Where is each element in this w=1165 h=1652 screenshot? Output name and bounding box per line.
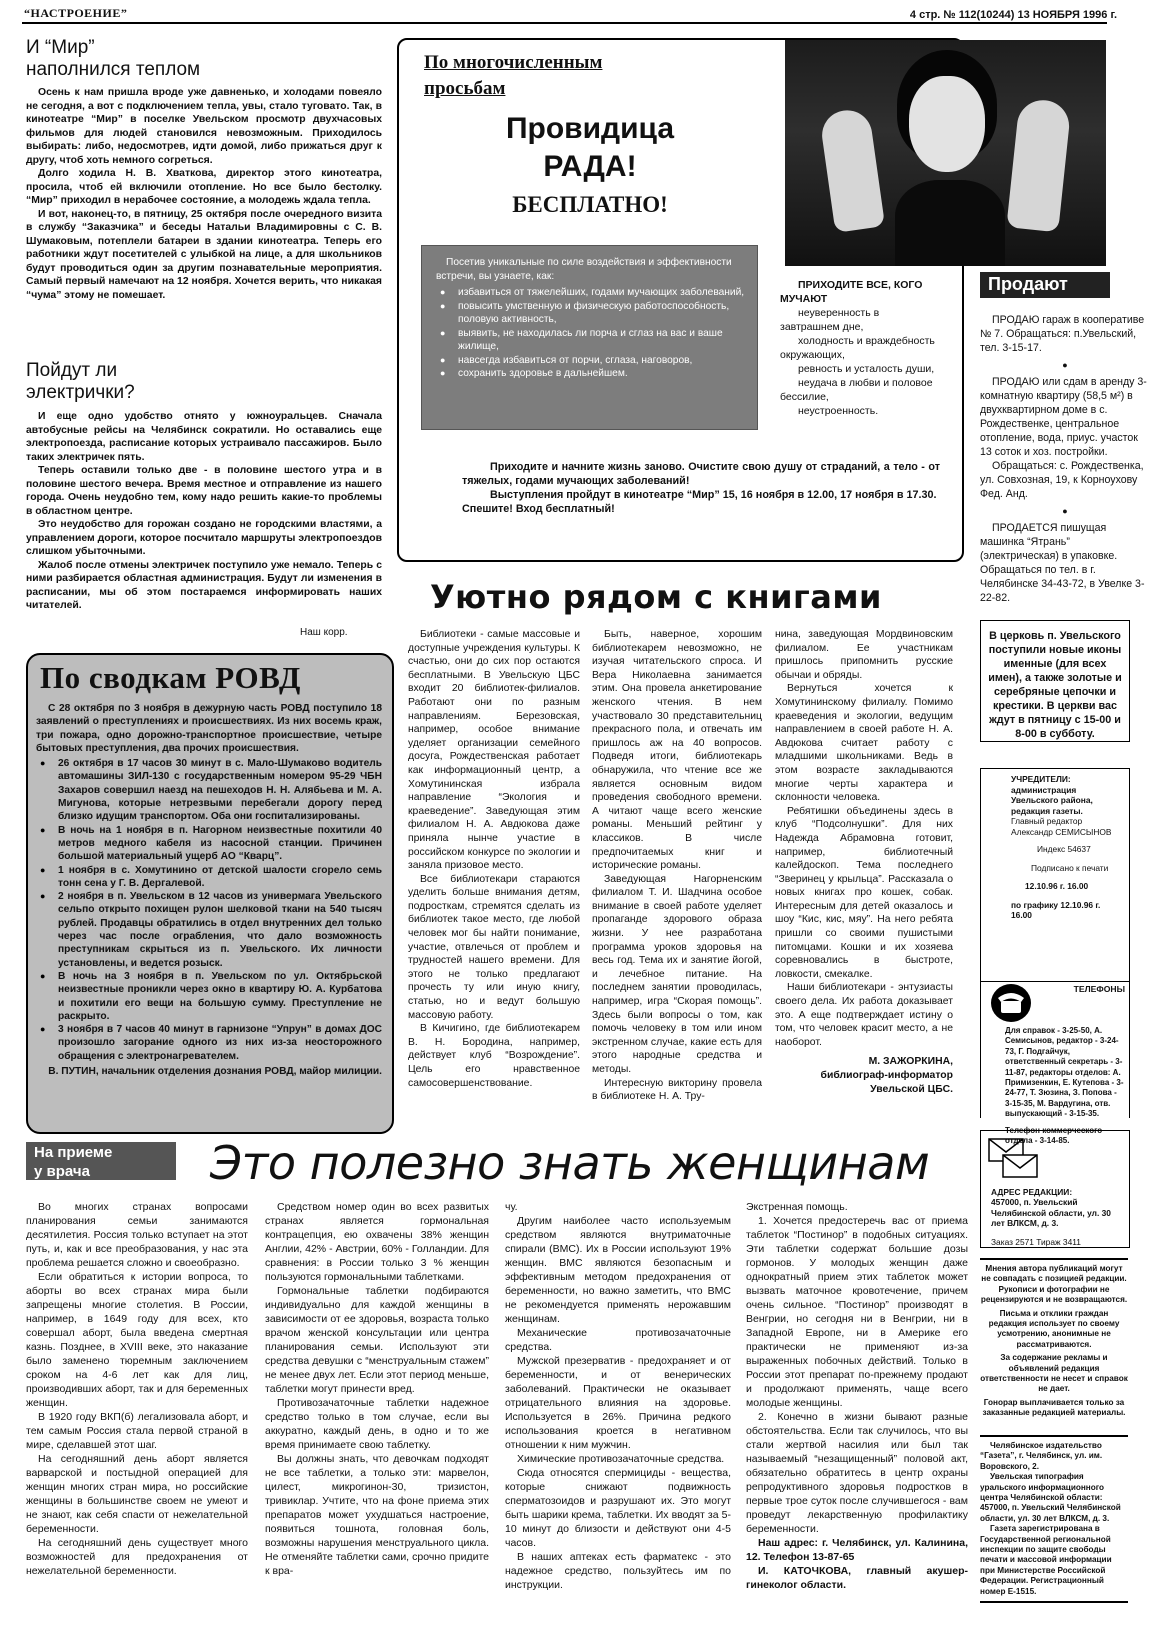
psychic-title-2: РАДА!: [543, 150, 637, 183]
right-hand-shape: [1006, 98, 1071, 233]
books-text: Библиотеки - самые массовые и доступные учреждения культуры. К счастью, они до сих пор остаются бесплатными. В Увельскую ЦБС входит 20 библиотек-филиалов. Работают они по разным направлениям. Березовская, например, особое внимание уделяет организации семейного досуга, Рождественская работает как информационный центр, а Хомутининская избрала направление “Экология и краеведение”. Заведующая этим филиалом Н. А. Авдюкова даже приняла нынче участие в российском конкурсе по экологии и заняла призовое место.: [408, 629, 580, 872]
women-text: Другим наиболее часто используемым средством являются внутриматочные спирали (ВМС). Их в России используют 19% женщин. ВМС являются безопасным и эффективным методом предохранения от беременности, но важно заметить, что ВМС не рекомендуется применять нерожавшим женщинам.: [505, 1215, 731, 1325]
psychic-footer: [462, 460, 940, 516]
mir-title-1: И “Мир”: [26, 37, 95, 58]
women-col-3: [505, 1200, 731, 1592]
books-text: Интересную викторину провела в библиотеке Н. А. Тру-: [592, 1077, 762, 1103]
imprint-date-1: 12.10.96 г. 16.00: [1025, 881, 1089, 891]
women-rubric-1: На приеме: [34, 1144, 113, 1161]
books-text: Все библиотекари стараются уделить больше внимания детям, подросткам, стремятся сделать из библиотек такое место, где любой человек мог бы найти понимание, участие, отвлечься от проблем и трудностей нашего времени. Для этого не только предлагают прочесть ту или иную книгу, статью, но и ведут большую массовую работу.: [408, 873, 580, 1021]
benefits-list: [436, 286, 745, 381]
imprint-editor: Главный редактор Александр СЕМИСЫНОВ: [1011, 816, 1112, 837]
rovd-item: ● 26 октября в 17 часов 30 минут в с. Мало-Шумаково водитель автомашины ЗИЛ-130 с государственным номером 95-29 ЧБН Захаров совершил наезд на пешеходов Н. Н. Алябьева и М. А. Мигунова, которые нетрезвыми перебегали дорогу перед близко идущим транспортом. Оба они госпитализированы.: [36, 757, 382, 823]
sale-ads: [980, 313, 1150, 605]
publisher-block: [980, 1435, 1128, 1603]
mir-p3: И вот, наконец-то, в пятницу, 25 октября после очередного визита в службу “Заказчика” и беседы Натальи Владимировны с С. В. Шумаковым, потеплели батареи в здании кинотеатра. Теперь его работники ждут посетителей с улыбкой на лице, а для школьников будут проводиться один за другим познавательные мероприятия. Самый первый намечают на 12 ноября. Хочется верить, что никакая “чума” этому не помешает.: [26, 208, 382, 301]
left-hand-shape: [819, 107, 885, 233]
trains-title-2: электрички?: [26, 382, 135, 403]
church-box: [980, 620, 1130, 742]
psychic-kicker-1: По многочисленным: [424, 52, 603, 73]
mir-p1: Осень к нам пришла вроде уже давненько, и холодами повеяло не сегодня, а вот с подключением тепла, увы, стало туговато. Так, в кинотеатре “Мир” в поселке Увельском просмотр двухчасовых фильмов для людей становился невозможным. Приходилось выбирать: либо, недосмотрев, идти домой, либо прижаться друг к другу, чтоб хоть немного согреться.: [26, 87, 382, 166]
books-col-2: [592, 628, 762, 1104]
psychic-come-list: [780, 278, 940, 418]
women-rubric-bar: [26, 1142, 176, 1180]
rovd-intro: С 28 октября по 3 ноября в дежурную часть РОВД поступило 18 заявлений о преступлениях и происшествиях. Из них восемь краж, три пожара, одно дорожно-транспортное происшествие, четыре бытовых преступления, два прочих происшествия.: [36, 703, 382, 754]
address-box: [980, 1130, 1130, 1248]
women-text: Если обратиться к истории вопроса, то аборты во всех странах мира были запрещены многие столетия. В России, например, в 1649 году для всех, кто совершал аборт, была введена смертная казнь. Позднее, в XVIII веке, это наказание было заменено тюремным заключением сроком на 4-6 лет как для лиц, производивших аборт, так и для беременных женщин.: [26, 1271, 248, 1409]
come-item: неустроенность.: [798, 405, 879, 417]
imprint-founders: УЧРЕДИТЕЛИ: администрация Увельского района, редакция газеты.: [1011, 774, 1093, 816]
rovd-signature: В. ПУТИН, начальник отделения дознания РОВД, майор милиции.: [48, 1066, 382, 1078]
envelope-icon: [987, 1137, 1039, 1186]
rovd-title: По сводкам РОВД: [40, 660, 301, 695]
books-text: Заведующая Нагорненским филиалом Т. И. Шадчина особое внимание в своей работе уделяет пропаганде здорового образа жизни. У нее разработана программа уроков здоровья на весь год. Тема их и занятие йогой, и лечебное питание. На последнем занятии проводилась, например, игра “Скорая помощь”. Здесь были вопросы о том, как помочь человеку в том или ином экстренном случае, какие есть для этого народные средства и методы.: [592, 873, 762, 1075]
face-shape: [909, 76, 985, 172]
sale-ad-1: ПРОДАЮ гараж в кооперативе № 7. Обращаться: п.Увельский, тел. 3-15-17.: [980, 314, 1145, 354]
registration-text: Газета зарегистрирована в Государственной региональной инспекции по защите свободы печати и массовой информации при Министерстве Российской Федерации. Регистрационный номер Е-1515.: [980, 1524, 1112, 1596]
order-line: Заказ 2571 Тираж 3411: [991, 1236, 1081, 1247]
trains-p4: Жалоб после отмены электричек поступило уже немало. Теперь с ними разбирается областная администрация. Будут ли изменения в расписании, мы об этом постараемся информировать наших читателей.: [26, 559, 382, 611]
women-text: Во многих странах вопросами планирования семьи занимаются десятилетия. Россия только вступает на этот путь, и, как и все преобразования, у нас эта проблема решается сложно и своеобразно.: [26, 1201, 248, 1269]
women-text: Средством номер один во всех развитых странах является гормональная контрацепция, ею охвачены 38% женщин Англии, 42% - Австрии, 60% - Голландии. Для сравнения: в России только 3 % женщин пользуются гормональными таблетками.: [265, 1201, 489, 1283]
benefit-item: ● выявить, не находилась ли порча и сглаз на вас и ваше жилище,: [436, 327, 745, 354]
women-signature: И. КАТОЧКОВА, главный акушер-гинеколог области.: [746, 1565, 968, 1591]
imprint-founders-block: [981, 769, 1129, 921]
books-text: Ребятишки объединены здесь в клуб “Подсолнушки”. Для них Надежда Абрамовна готовит, например, библиотечный калейдоскоп. Тема последнего “Зверинец у крыльца”. Рассказала о новых книгах про кошек, собак. Интересным для детей оказалось и шоу “Кис, кис, мяу”. На него ребята пришли со своими пушистыми питомцами. Кошки и их хозяева соревновались в быстроте, ловкости, смекалке.: [775, 805, 953, 980]
women-text: В 1920 году ВКП(б) легализовала аборт, и тем самым Россия стала первой страной в мире, сделавшей этот шаг.: [26, 1411, 248, 1451]
mir-title-2: наполнился теплом: [26, 59, 201, 80]
books-col-1: [408, 628, 580, 1090]
books-text: Вернуться хочется к Хомутининскому филиалу. Помимо краеведения и экологии, ведущим направлением в своей работе Н. А. Авдюкова считает работу с младшими школьниками. Ведь в этом возрасте закладываются многие черты характера и склонности человека.: [775, 683, 953, 804]
imprint-index: Индекс 54637: [1037, 844, 1091, 854]
come-item: неуверенность в завтрашнем дне,: [780, 307, 880, 333]
women-text: На сегодняшний день существует много возможностей для предохранения от нежелательной беременности.: [26, 1537, 248, 1577]
benefit-item: ● избавиться от тяжелейших, годами мучающих заболеваний,: [436, 286, 745, 300]
women-title: Это полезно знать женщинам: [210, 1136, 930, 1190]
psychic-footer-2: Выступления пройдут в кинотеатре “Мир” 15, 16 ноября в 12.00, 17 ноября в 17.30.: [490, 489, 937, 501]
notes-block: [980, 1258, 1128, 1419]
imprint-box: [980, 768, 1130, 982]
women-rubric-2: у врача: [34, 1163, 90, 1180]
books-title: Уютно рядом с книгами: [430, 578, 882, 616]
mir-p2: Долго ходила Н. В. Хваткова, директор этого кинотеатра, просила, чтоб ей включили отопление. Но все было бестолку. “Мир” приходил в нерабочее состояние, а молодежь ждала тепла.: [26, 168, 382, 206]
trains-p3: Это неудобство для горожан создано не городскими властями, а управлением дороги, которое посчитало маршруты электропоездов слишком убыточными.: [26, 519, 382, 557]
separator-dot: ●: [1062, 360, 1068, 370]
books-text: В Кичигино, где библиотекарем В. Н. Бородина, например, действует клуб “Возрождение”. Цель его нравственное самосовершенствование.: [408, 1023, 580, 1089]
phones-list: Для справок - 3-25-50, А. Семисынов, редактор - 3-24-73, Г. Подгайчук, ответственный секретарь - 3-11-87, редакторы отделов: А. Примизенкин, Е. Кутепова - 3-24-77, Т. Зюзина, З. Попова - 3-15-35, М. Вардугина, отв. выпускающий - 3-15-35.: [1005, 1026, 1124, 1119]
women-text: Мужской презерватив - предохраняет и от беременности, и от венерических заболеваний. Практически не оказывает отрицательного влияния на здоровье. Используется в 26%. Причина редкого использования кроется в негативном отношении к ним мужчин.: [505, 1355, 731, 1451]
come-item: ревность и усталость души,: [798, 363, 935, 375]
women-text: Экстренная помощь.: [746, 1201, 848, 1213]
address-heading: АДРЕС РЕДАКЦИИ:: [991, 1187, 1073, 1197]
note-item: Мнения автора публикаций могут не совпадать с позицией редакции. Рукописи и фотографии не рецензируются и не возвращаются.: [980, 1264, 1128, 1305]
women-col-4: [746, 1200, 968, 1592]
address-text: [991, 1187, 1123, 1247]
printing-text: Увельская типография уральского информационного центра Челябинской области: 457000, п. Увельский Челябинской области, ул. 30 лет ВЛКСМ, д. 3.: [980, 1472, 1121, 1523]
church-text: В церковь п. Увельского поступили новые иконы именные (для всех имен), а также золотые и серебряные цепочки и крестики. В церкви вас ждут в пятницу с 15-00 и 8-00 в субботу.: [988, 630, 1122, 740]
women-text: 2. Конечно в жизни бывают разные обстоятельства. Если так случилось, что вы стали жертвой насилия или был так называемый “незащищенный” половой акт, обязательно обратитесь в центр охраны репродуктивного здоровья подростков в первые трое суток после случившегося - вам проведут лекарственную профилактику беременности.: [746, 1411, 968, 1535]
note-item: Гонорар выплачивается только за заказанные редакцией материалы.: [982, 1397, 1126, 1418]
books-col-3: [775, 628, 953, 1096]
women-col-2: [265, 1200, 489, 1578]
rovd-item: ● 2 ноября в п. Увельском в 12 часов из универмага Увельского сельпо открыто похищен рулон шелковой ткани на 540 тысяч рублей. Продавцы обратились в отдел внутренних дел только через час после ограбления, что дало возможность преступникам скрыться из п. Увельского. Их личности установлены, и ведется розыск.: [36, 890, 382, 970]
separator-dot: ●: [1062, 506, 1068, 516]
rovd-items: [36, 757, 382, 1063]
trains-p1: И еще одно удобство отнято у южноуральцев. Сначала автобусные рейсы на Челябинск сократили. Но оставались еще электропоезда, расписание которых устраивало пассажиров. Было таких электричек пять.: [26, 411, 382, 463]
come-item: холодность и враждебность окружающих,: [780, 335, 935, 361]
benefit-item: ● повысить умственную и физическую работоспособность, половую активность,: [436, 300, 745, 327]
benefit-item: ● навсегда избавиться от порчи, сглаза, наговоров,: [436, 354, 745, 368]
psychic-title-3: БЕСПЛАТНО!: [512, 192, 668, 217]
issue-line: 4 стр. № 112(10244) 13 НОЯБРЯ 1996 г.: [909, 9, 1117, 21]
phones-block: [980, 980, 1130, 1146]
rovd-item: ● В ночь на 3 ноября в п. Увельском по ул. Октябрьской неизвестные проникли через окно в квартиру Ю. А. Курбатова и похитили его вещи на большую сумму. Преступление не раскрыто.: [36, 970, 382, 1023]
psychic-footer-3: Спешите! Вход бесплатный!: [462, 503, 615, 515]
sale-ad-2b: Обращаться: с. Рождественка, ул. Совхозная, 19, к Корноухову Фед. Анд.: [980, 460, 1144, 500]
phones-heading: ТЕЛЕФОНЫ: [1073, 984, 1125, 994]
publisher-text: Челябинское издательство “Газета”, г. Челябинск, ул. им. Воровского, 2.: [980, 1441, 1103, 1471]
books-text: Наши библиотекари - энтузиасты своего дела. Их работа доказывает это. А еще подтверждает истину о том, что человек красит место, а не наоборот.: [775, 982, 953, 1048]
mir-article: [26, 86, 382, 302]
phones-text: [1005, 1026, 1125, 1146]
women-text: На сегодняшний день аборт является варварской и постыдной операцией для женщин многих стран мира, но российские женщины в большинстве своем не умеют и не знают, как себя спасти от нежелательной беременности.: [26, 1453, 248, 1535]
women-text: В наших аптеках есть фарматекс - это надежное средство, пользуйтесь им по инструкции.: [505, 1551, 731, 1591]
psychic-benefits-box: [421, 245, 758, 430]
benefits-content: [422, 246, 757, 381]
books-text: Быть, наверное, хорошим библиотекарем невозможно, не изучая читательского спроса. И Вера Николаевна занимается этим. Она провела анкетирование женского чтения. В нем участвовало 30 представительниц прекрасного пола, и отвечать им пришлось аж на 40 вопросов. Подведя итоги, библиотекарь обнаружила, что чтение все же является основным видом проведения свободного времени. А читают чаще всего женские романы. Меньший рейтинг у классиков. В числе предпочитаемых книг и исторические романы.: [592, 629, 762, 872]
note-item: За содержание рекламы и объявлений редакция ответственности не несет и справок не дает.: [980, 1353, 1128, 1394]
psychic-photo: [785, 40, 1106, 266]
sale-ad-3: ПРОДАЕТСЯ пишущая машинка “Ятрань” (электрическая) в упаковке. Обращаться по тел. в г. Челябинске 34-43-72, в Увелке 3-22-82.: [980, 522, 1145, 604]
come-item: неудача в любви и половое бессилие,: [780, 377, 933, 403]
imprint-signed: Подписано к печати: [1031, 862, 1109, 873]
telephone-icon: [991, 984, 1031, 1022]
top-rule: [22, 22, 1107, 24]
women-address: Наш адрес: г. Челябинск, ул. Калинина, 12. Телефон 13-87-65: [746, 1537, 968, 1563]
trains-p2: Теперь оставили только две - в половине шестого утра и в половине шестого вечера. Время местное и отправление из нашего города. Очень неудобно тем, кому надо решить какие-то проблемы в областном центре.: [26, 465, 382, 517]
women-text: Гормональные таблетки подбираются индивидуально для каждой женщины в зависимости от ее здоровья, возраста только врачом женской консультации или центра планирования семьи. Используют эти средства девушки с “менструальным стажем” не менее двух лет. Если этот период меньше, таблетки могут принести вред.: [265, 1285, 489, 1395]
women-text: Механические противозачаточные средства.: [505, 1327, 731, 1353]
section-rubric: “НАСТРОЕНИЕ”: [24, 6, 128, 20]
women-text: Противозачаточные таблетки надежное средство только в том случае, если вы аккуратно, каждый день, в одно и то же время принимаете свою таблетку.: [265, 1397, 489, 1451]
phones-commercial: Телефон коммерческого отдела - 3-14-85.: [1005, 1125, 1103, 1146]
women-text: Сюда относятся спермициды - вещества, которые снижают подвижность сперматозоидов и разрушают их. Это могут быть шарики крема, таблетки. Их вводят за 5-10 минут до близости и действуют они 4-5 часов.: [505, 1467, 731, 1549]
shoulders-shape: [895, 180, 1005, 266]
come-heading: ПРИХОДИТЕ ВСЕ, КОГО МУЧАЮТ: [780, 279, 923, 305]
address-value: 457000, п. Увельский Челябинской области, ул. 30 лет ВЛКСМ, д. 3.: [991, 1197, 1111, 1229]
note-item: Письма и отклики граждан редакция использует по своему усмотрению, анонимные не рассматриваются.: [988, 1308, 1120, 1349]
psychic-kicker-2: просьбам: [424, 78, 506, 99]
trains-signature: Наш корр.: [300, 627, 348, 638]
rovd-body: [36, 702, 382, 1078]
women-text: Вы должны знать, что девочкам подходят не все таблетки, а только эти: марвелон, цилест, микрогинон-30, тризистон, тривиклар. Учтите, что на фоне приема этих препаратов может ухудшаться настроение, появиться тошнота, головная боль, возможны нарушения менструального цикла. Не отменяйте таблетки сами, срочно придите к вра-: [265, 1453, 489, 1577]
psychic-title-1: Провидица: [505, 112, 675, 145]
women-text: Химические противозачаточные средства.: [517, 1453, 725, 1465]
benefit-item: ● сохранить здоровье в дальнейшем.: [436, 367, 745, 381]
sale-ad-2: ПРОДАЮ или сдам в аренду 3-комнатную квартиру (58,5 м²) в двухквартирном доме в с. Рождественке, центральное отопление, вода, приус. участок 13 соток и хоз. постройки.: [980, 376, 1147, 458]
women-col-1: [26, 1200, 248, 1578]
books-signature-1: М. ЗАЖОРКИНА,: [868, 1056, 953, 1068]
rovd-item: ● 3 ноября в 7 часов 40 минут в гарнизоне “Упрун” в домах ДОС произошло загорание одного из них из-за неосторожного обращения с электронагревателем.: [36, 1023, 382, 1063]
psychic-footer-1: Приходите и начните жизнь заново. Очистите свою душу от страданий, а тело - от тяжелых, годами мучающих заболеваний!: [462, 461, 940, 487]
benefits-intro: Посетив уникальные по силе воздействия и эффективности встречи, вы узнаете, как:: [436, 257, 732, 282]
women-text: 1. Хочется предостеречь вас от приема таблеток “Постинор” в подобных ситуациях. Эти таблетки содержат большие дозы гормонов. У молодых женщин даже однократный прием этих таблеток может вызвать маточное кровотечение, причем очень сильное. “Постинор” производят в Венгрии, но сегодня ни в Венгрии, ни в Западной Европе, ни в Америке его практически не применяют из-за выраженных побочных действий. Только в России этот препарат по-прежнему продают и продолжают применять, чаще всего молодые женщины.: [746, 1215, 968, 1409]
books-text: нина, заведующая Мордвиновским филиалом. Ее участникам пришлось припомнить русские обычаи и обряды.: [775, 629, 953, 681]
books-signature-2: библиограф-информатор Увельской ЦБС.: [820, 1070, 953, 1095]
trains-title-1: Пойдут ли: [26, 360, 118, 381]
rovd-item: ● 1 ноября в с. Хомутинино от детской шалости сгорело семь тонн сена у Г. В. Дергалевой.: [36, 864, 382, 891]
sale-heading: Продают: [988, 274, 1068, 294]
sale-heading-bar: [980, 272, 1110, 298]
rovd-item: ● В ночь на 1 ноября в п. Нагорном неизвестные похитили 40 метров медного кабеля из насосной станции. Причинен большой материальный ущерб АО “Кварц”.: [36, 824, 382, 864]
trains-article: [26, 410, 382, 613]
women-text: чу.: [505, 1201, 518, 1213]
imprint-date-2: по графику 12.10.96 г. 16.00: [1011, 899, 1101, 920]
